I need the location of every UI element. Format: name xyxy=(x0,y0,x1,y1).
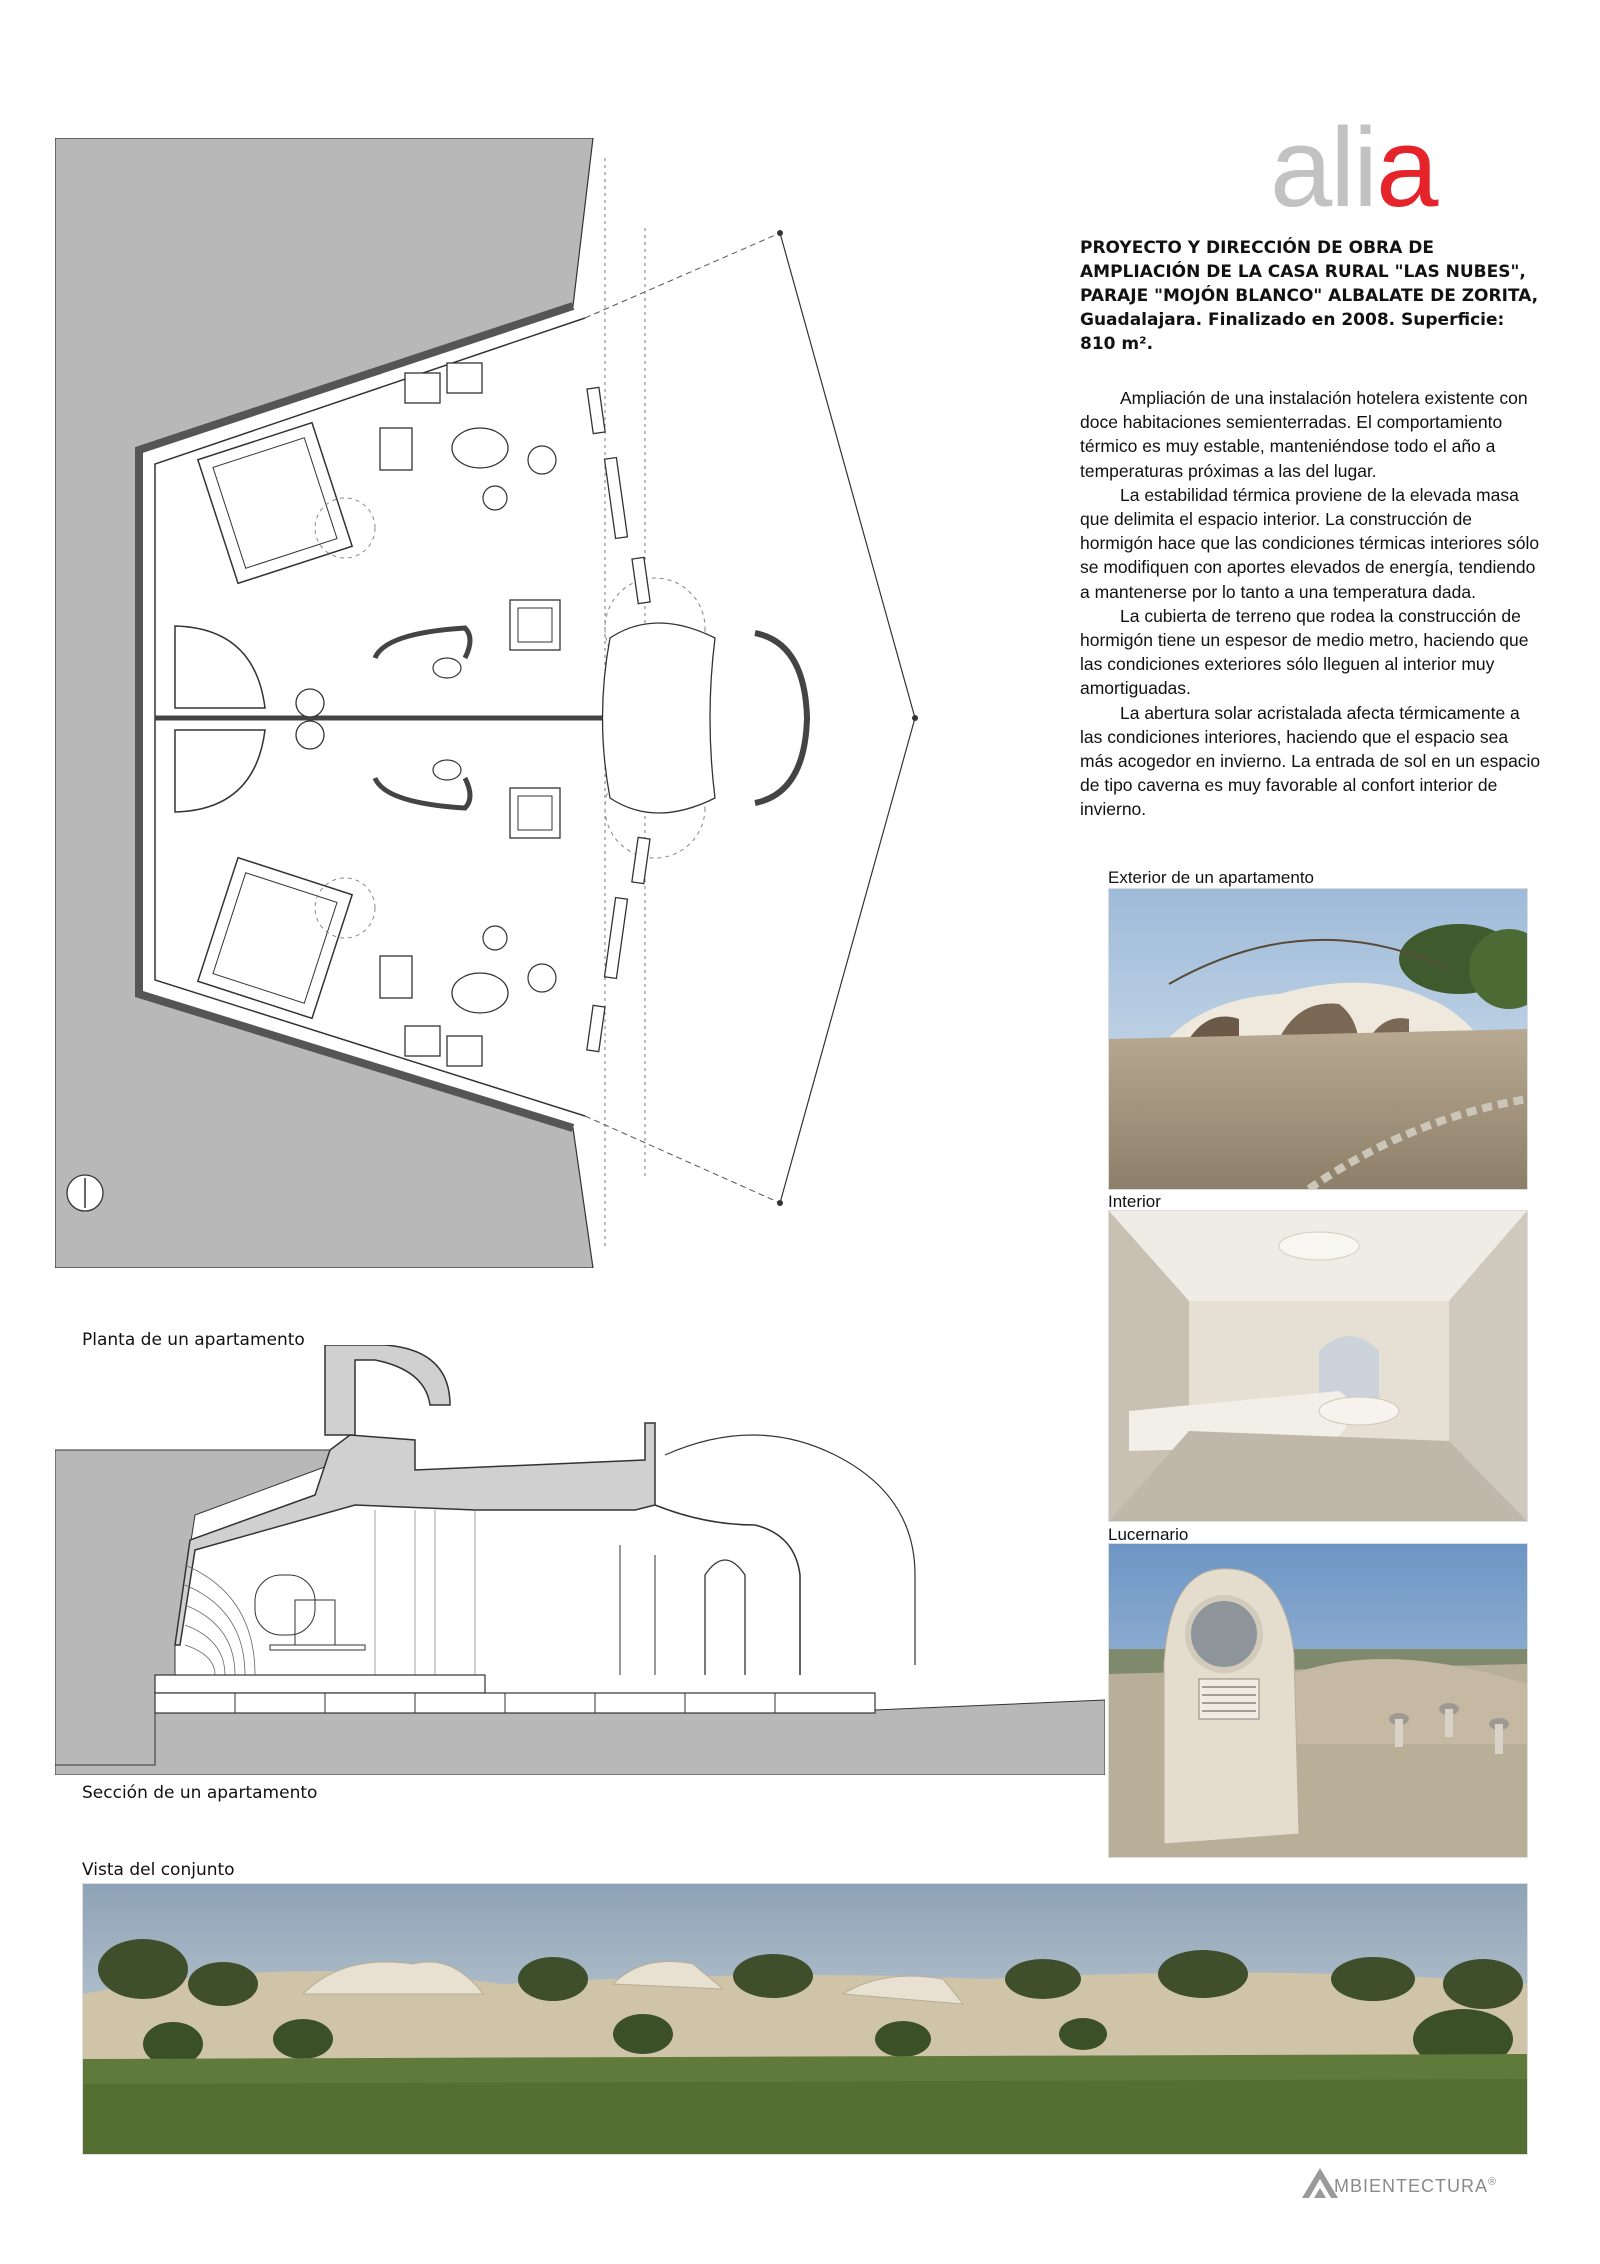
photo-interior xyxy=(1108,1210,1528,1522)
project-title: PROYECTO Y DIRECCIÓN DE OBRA DE AMPLIACIÓN DE LA CASA RURAL "LAS NUBES", PARAJE "MOJÓN BLANCO" ALBALATE DE ZORITA, Guadalajara. Finalizado en 2008. Superficie: 810 m². xyxy=(1080,238,1539,354)
description-paragraph: La abertura solar acristalada afecta térmicamente a las condiciones interiores, haciendo que el espacio sea más acogedor en invierno. La entrada de sol en un espacio de tipo caverna es muy favorable al confort interior de invierno. xyxy=(1080,702,1541,820)
logo-text-gray: ali xyxy=(1270,105,1377,230)
description-paragraph: Ampliación de una instalación hotelera existente con doce habitaciones semienterradas. El comportamiento térmico es muy estable, manteniéndose todo el año a temperaturas próximas a las del lugar. xyxy=(1080,388,1528,481)
photo-interior-caption: Interior xyxy=(1108,1192,1161,1211)
logo-text-red: a xyxy=(1376,105,1437,230)
panorama-photo xyxy=(82,1883,1528,2155)
project-description xyxy=(1080,386,1542,822)
panorama-caption: Vista del conjunto xyxy=(82,1860,235,1880)
photo-exterior-caption: Exterior de un apartamento xyxy=(1108,868,1315,887)
ambientectura-wordmark xyxy=(1334,2176,1497,2197)
alia-logo xyxy=(1270,105,1520,230)
photo-exterior xyxy=(1108,888,1528,1190)
photo-skylight xyxy=(1108,1543,1528,1858)
floor-plan-drawing xyxy=(55,138,925,1268)
plan-caption: Planta de un apartamento xyxy=(82,1330,305,1350)
section-drawing xyxy=(55,1345,1105,1775)
section-caption: Sección de un apartamento xyxy=(82,1783,318,1803)
description-paragraph: La estabilidad térmica proviene de la elevada masa que delimita el espacio interior. La construcción de hormigón hace que las condiciones térmicas interiores sólo se modifiquen con aportes elevados de energía, tendiendo a mantenerse por lo tanto a una temperatura dada. xyxy=(1080,484,1540,602)
description-paragraph: La cubierta de terreno que rodea la construcción de hormigón tiene un espesor de medio metro, haciendo que las condiciones exteriores sólo lleguen al interior muy amortiguadas. xyxy=(1080,605,1529,699)
ambientectura-logo xyxy=(1300,2166,1510,2200)
photo-skylight-caption: Lucernario xyxy=(1108,1525,1189,1544)
registered-mark: ® xyxy=(1488,2176,1498,2188)
ambientectura-text: MBIENTECTURA xyxy=(1334,2176,1489,2196)
